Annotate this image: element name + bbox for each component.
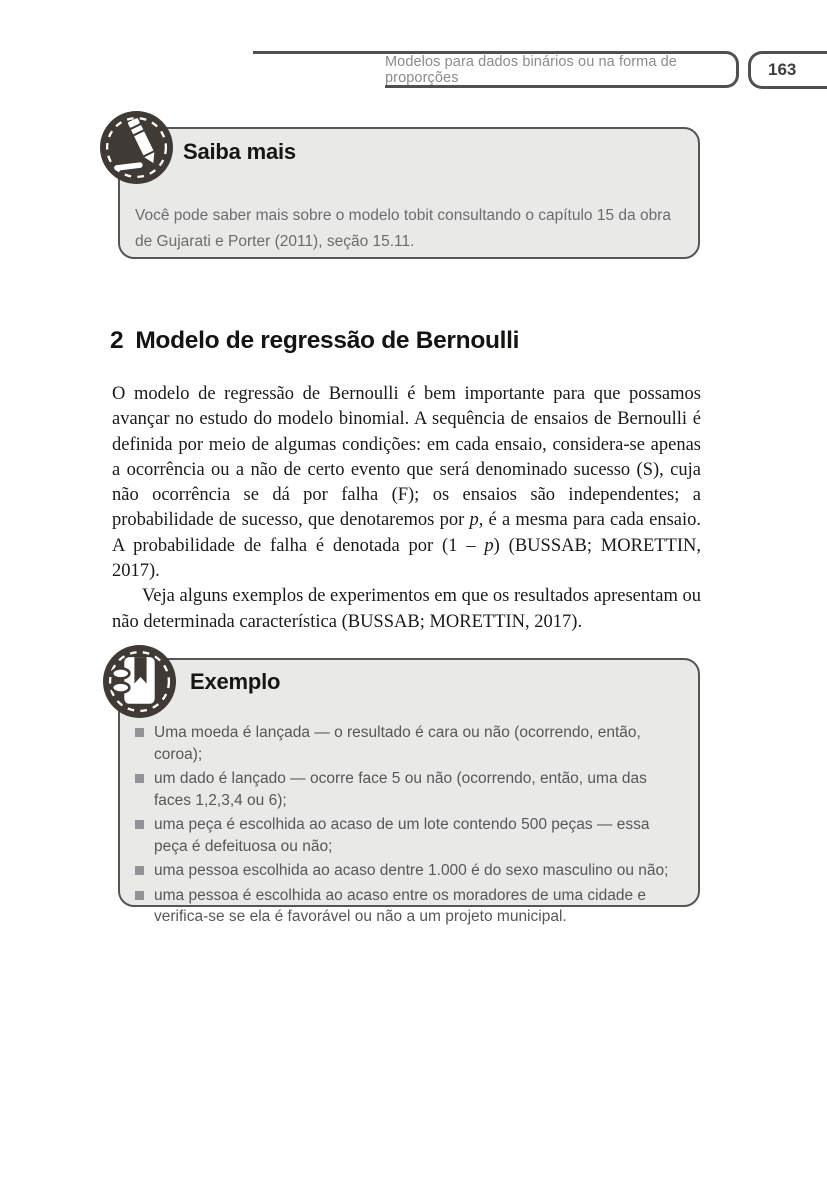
italic-p-variable: p <box>469 510 479 531</box>
saiba-mais-text: Você pode saber mais sobre o modelo tobit consultando o capítulo 15 da obra de Gujarati e Porter (2011), seção 15.11. <box>135 207 671 250</box>
running-header-title: Modelos para dados binários ou na forma de proporções <box>385 53 677 86</box>
list-item: uma pessoa escolhida ao acaso dentre 1.000 é do sexo masculino ou não; <box>135 860 687 882</box>
italic-p-variable: p <box>484 535 494 556</box>
saiba-mais-title: Saiba mais <box>183 139 296 164</box>
paragraph-1 <box>112 382 701 584</box>
page-number-box <box>748 51 827 89</box>
paragraph-1-text: O modelo de regressão de Bernoulli é bem importante para que possamos avançar no estudo do modelo binomial. A sequência de ensaios de Bernoulli é definida por meio de algumas condições: em cada ensaio, considera-se apenas a ocorrência ou a não de certo evento que será denominado sucesso (S), cuja não ocorrência se dá por falha (F); os ensaios são independentes; a probabilidade de sucesso, que denotaremos por <box>112 384 701 531</box>
bullet-list <box>135 722 687 931</box>
section-number: 2 <box>110 327 124 354</box>
page-number: 163 <box>768 60 797 79</box>
running-header <box>385 51 739 88</box>
list-item: um dado é lançado — ocorre face 5 ou não (ocorrendo, então, uma das faces 1,2,3,4 ou 6); <box>135 768 687 811</box>
header-rule <box>253 51 390 54</box>
book-bookmark-icon <box>103 645 176 718</box>
exemplo-title: Exemplo <box>190 669 281 694</box>
list-item: Uma moeda é lançada — o resultado é cara ou não (ocorrendo, então, coroa); <box>135 722 687 765</box>
paragraph-2: Veja alguns exemplos de experimentos em que os resultados apresentam ou não determinada característica (BUSSAB; MORETTIN, 2017). <box>112 586 701 632</box>
pencil-icon <box>100 111 173 184</box>
list-item: uma pessoa é escolhida ao acaso entre os moradores de uma cidade e verifica-se se ela é favorável ou não a um projeto municipal. <box>135 885 687 928</box>
list-item: uma peça é escolhida ao acaso de um lote contendo 500 peças — essa peça é defeituosa ou não; <box>135 814 687 857</box>
paragraph-1-text: , é a mesma para cada ensaio. A probabilidade de falha é denotada por (1 – <box>112 510 701 556</box>
section-title: Modelo de regressão de Bernoulli <box>135 327 520 354</box>
section-heading <box>110 327 519 355</box>
body-text <box>112 382 701 635</box>
paragraph-1-text: ) (BUSSAB; MORETTIN, 2017). <box>112 535 701 582</box>
